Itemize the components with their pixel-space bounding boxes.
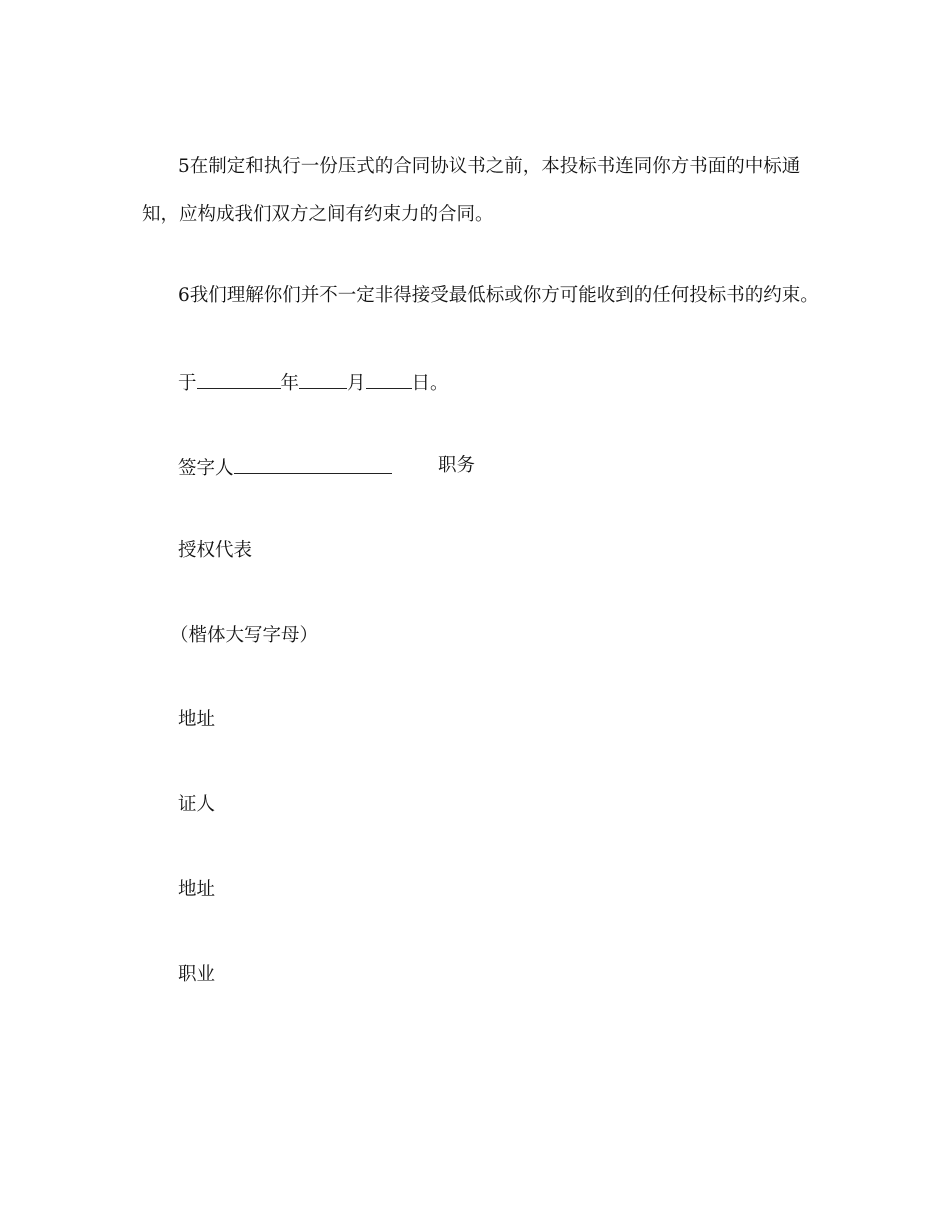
address-label-1: 地址 (178, 709, 216, 730)
month-blank[interactable] (299, 370, 347, 389)
clause-5-line-2: 知，应构成我们双方之间有约束力的合同。 (142, 204, 494, 225)
day-blank[interactable] (366, 370, 412, 389)
occupation-label: 职业 (178, 964, 216, 985)
position-label: 职务 (438, 455, 476, 476)
year-blank[interactable] (197, 370, 281, 389)
date-line (178, 370, 449, 392)
clause-5-line-1: 5在制定和执行一份压式的合同协议书之前，本投标书连同你方书面的中标通 (178, 156, 801, 177)
authorized-rep-label: 授权代表 (178, 540, 253, 561)
signer-line (178, 455, 392, 477)
clause-6: 6我们理解你们并不一定非得接受最低标或你方可能收到的任何投标书的约束。 (178, 285, 819, 306)
day-label: 日。 (411, 373, 449, 394)
address-label-2: 地址 (178, 879, 216, 900)
signer-blank[interactable] (234, 455, 392, 474)
signer-label: 签字人 (178, 458, 234, 479)
date-prefix: 于 (178, 373, 197, 394)
witness-label: 证人 (178, 794, 216, 815)
block-letters-note: （楷体大写字母） (170, 625, 319, 646)
month-label: 月 (347, 373, 366, 394)
year-label: 年 (280, 373, 300, 394)
